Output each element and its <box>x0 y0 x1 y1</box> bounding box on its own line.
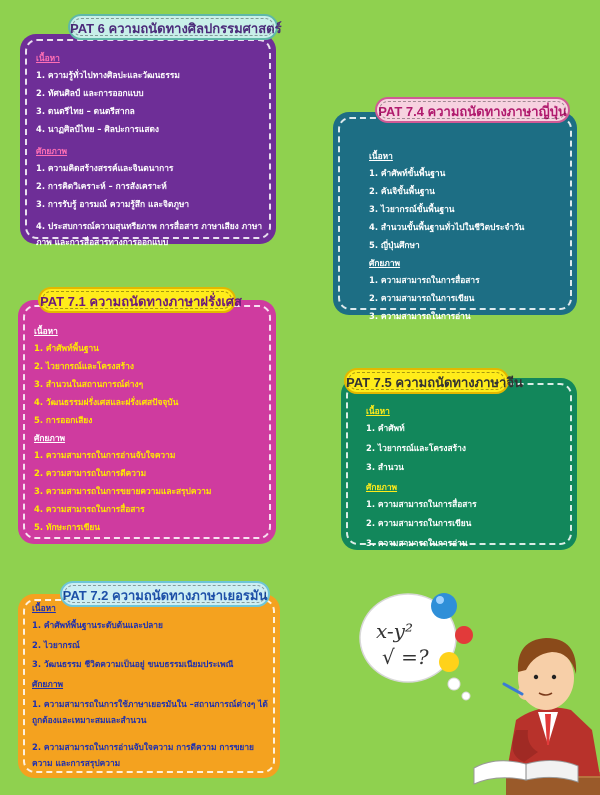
list-item: 1. ความคิดสร้างสรรค์และจินตนาการ <box>36 162 174 173</box>
pat6-card <box>20 34 276 248</box>
list-item: 1. ความสามารถในการสื่อสาร <box>369 275 480 286</box>
pat72-skill-heading: ศักยภาพ <box>32 678 64 689</box>
list-item: 4. สำนวนขั้นพื้นฐานทั่วไปในชีวิตประจำวัน <box>369 222 525 233</box>
list-item: 5. ญี่ปุ่นศึกษา <box>369 240 420 251</box>
list-item: 4. ประสบการณ์ความสุนทรียภาพ การสื่อสาร ภาษาเสียง ภาษาภาพ และการสื่อสารทางการออกแบบ <box>36 220 263 248</box>
list-item: 3. ดนตรีไทย – ดนตรีสากล <box>36 106 135 117</box>
list-item: 1. ความรู้ทั่วไปทางศิลปะและวัฒนธรรม <box>36 70 180 81</box>
student-illustration <box>356 580 600 795</box>
pat75-skill-heading: ศักยภาพ <box>366 481 398 492</box>
pat6-title: PAT 6 ความถนัดทางศิลปกรรมศาสตร์ <box>68 14 278 40</box>
list-item: 1. คำศัพท์พื้นฐาน <box>34 343 99 354</box>
pat75-content-heading: เนื้อหา <box>366 406 390 416</box>
blue-ball-highlight <box>436 596 444 604</box>
yellow-ball <box>439 652 459 672</box>
list-item: 4. ความสามารถในการสื่อสาร <box>34 504 145 515</box>
list-item: 1. คำศัพท์ขั้นพื้นฐาน <box>369 168 446 179</box>
list-item: 3. สำนวน <box>366 462 404 473</box>
list-item: 2. การคิดวิเคราะห์ – การสังเคราะห์ <box>36 180 167 191</box>
list-item: 2. คันจิขั้นพื้นฐาน <box>369 186 435 197</box>
pat72-card <box>18 594 280 778</box>
pat74-skill-heading: ศักยภาพ <box>369 257 401 268</box>
pat6-content-heading: เนื้อหา <box>36 53 60 63</box>
list-item: 1. คำศัพท์พื้นฐานระดับต้นและปลาย <box>32 620 163 631</box>
pat71-content-heading: เนื้อหา <box>34 326 58 336</box>
list-item: 2. ไวยากรณ์ <box>32 639 80 650</box>
pat6-body <box>36 54 264 261</box>
blue-ball <box>431 593 457 619</box>
list-item: 5. การออกเสียง <box>34 415 93 426</box>
list-item: 1. ความสามารถในการใช้ภาษาเยอรมันใน –สถานการณ์ต่างๆ ได้ถูกต้องและเหมาะสมและสำนวน <box>32 699 268 725</box>
pat71-body <box>34 327 266 541</box>
list-item: 4. วัฒนธรรมฝรั่งเศสและฝรั่งเศสปัจจุบัน <box>34 397 179 408</box>
list-item: 2. ทัศนศิลป์ และการออกแบบ <box>36 88 144 99</box>
pat74-content-heading: เนื้อหา <box>369 151 393 161</box>
list-item: 2. ความสามารถในการตีความ <box>34 468 147 479</box>
pat72-body <box>32 604 270 783</box>
pat71-card <box>18 300 276 544</box>
math-line-2: √ =? <box>382 645 429 669</box>
math-line-1: x-y² <box>376 619 414 643</box>
list-item: 2. ความสามารถในการเขียน <box>366 518 472 529</box>
pat74-card <box>333 112 577 322</box>
list-item: 2. ไวยากรณ์และโครงสร้าง <box>366 442 466 453</box>
list-item: 3. วัฒนธรรม ชีวิตความเป็นอยู่ ขนบธรรมเนียมประเพณี <box>32 659 234 670</box>
pat6-skill-heading: ศักยภาพ <box>36 145 68 156</box>
list-item: 3. ไวยากรณ์ขั้นพื้นฐาน <box>369 204 455 215</box>
list-item: 4. นาฏศิลป์ไทย – ศิลปะการแสดง <box>36 124 159 135</box>
list-item: 2. ความสามารถในการอ่านจับใจความ การตีความ การขยายความ และการสรุปความ <box>32 741 254 768</box>
list-item: 1. ความสามารถในการอ่านจับใจความ <box>34 450 176 461</box>
list-item: 1. ความสามารถในการสื่อสาร <box>366 499 477 510</box>
pat75-body <box>366 407 566 557</box>
pat75-title: PAT 7.5 ความถนัดทางภาษาจีน <box>344 368 509 394</box>
list-item: 3. ความสามารถในการขยายความและสรุปความ <box>34 486 212 497</box>
list-item: 3. ความสามารถในการอ่าน <box>369 311 471 322</box>
pat75-card <box>341 378 577 550</box>
red-ball <box>455 626 473 644</box>
eye-left <box>534 675 538 679</box>
list-item: 1. คำศัพท์ <box>366 423 405 434</box>
list-item: 2. ไวยากรณ์และโครงสร้าง <box>34 361 134 372</box>
pat74-body <box>369 152 569 330</box>
list-item: 3. สำนวนในสถานการณ์ต่างๆ <box>34 379 144 390</box>
pat72-content-heading: เนื้อหา <box>32 603 56 613</box>
list-item: 3. การรับรู้ อารมณ์ ความรู้สึก และจิตภูษา <box>36 198 190 209</box>
pat71-title: PAT 7.1 ความถนัดทางภาษาฝรั่งเศส <box>38 287 236 313</box>
list-item: 5. ทักษะการเขียน <box>34 521 101 532</box>
list-item: 2. ความสามารถในการเขียน <box>369 293 475 304</box>
pat72-title: PAT 7.2 ความถนัดทางภาษาเยอรมัน <box>60 581 270 607</box>
pat74-title: PAT 7.4 ความถนัดทางภาษาญี่ปุ่น <box>375 97 570 123</box>
list-item: 3. ความสามารถในการอ่าน <box>366 537 468 548</box>
eye-right <box>552 675 556 679</box>
pat71-skill-heading: ศักยภาพ <box>34 432 66 443</box>
